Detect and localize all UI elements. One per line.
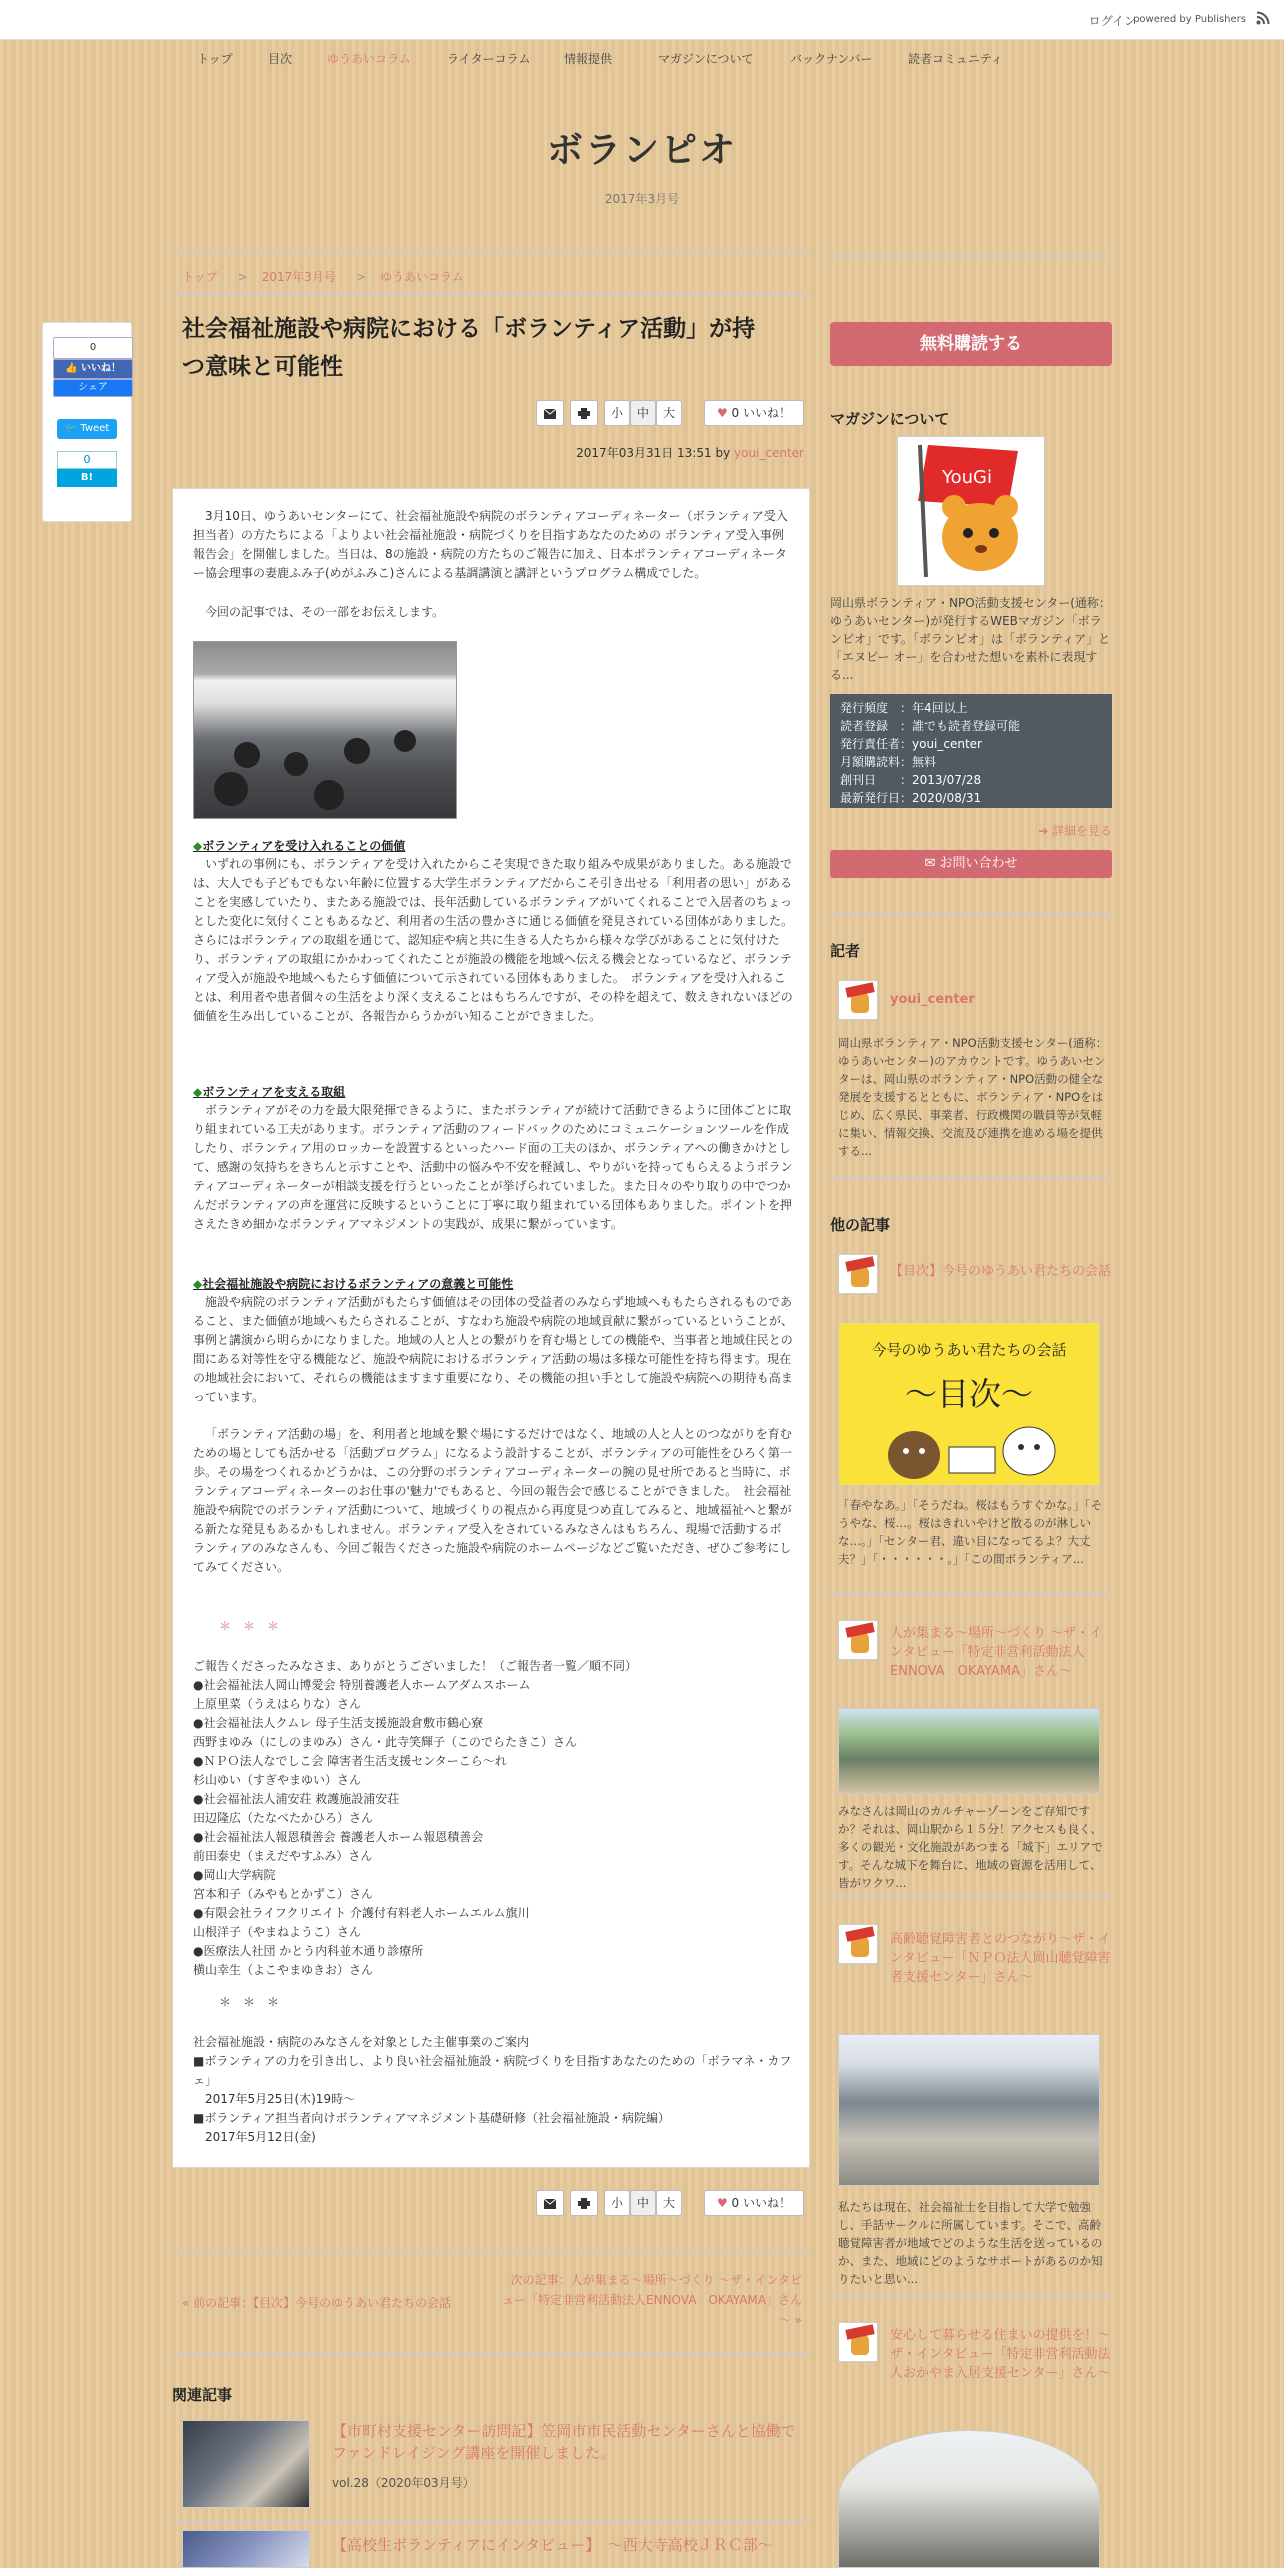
login-link[interactable]: ログイン <box>1088 14 1136 28</box>
arrow-right-icon: ➔ <box>1038 824 1049 838</box>
magazine-heading: マガジンについて <box>830 410 950 428</box>
font-medium-button[interactable]: 中 <box>630 400 656 426</box>
reporter-list: ●社会福祉法人岡山博愛会 特別養護老人ホームアダムスホーム 上原里菜（うえはらりな）さん ●社会福祉法人クムレ 母子生活支援施設倉敷市鶴心寮 西野まゆみ（にしのまゆみ）さん・此寺笑輝子（このでらたきこ）さん ●ＮＰＯ法人なでしこ会 障害者生活支援センターこら～れ 杉山ゆい（すぎやまゆい）さん ●社会福祉法人浦安荘 救護施設浦安荘 田辺隆広（たなべたかひろ）さん ●社会福祉法人報恩積善会 養護老人ホーム報恩積善会 前田泰史（まえだやすふみ）さん ●岡山大学病院 宮本和子（みやもとかずこ）さん ●有限会社ライフクリエイト 介護付有料老人ホームエルム旗川 山根洋子（やまねようこ）さん ●医療法人社団 かとう内科並木通り診療所 横山幸生（よこやまゆきお）さん <box>193 1678 578 1977</box>
thumbs-up-icon: 👍 <box>65 363 78 374</box>
like-button[interactable]: ♥ 0 いいね！ <box>704 400 804 426</box>
article-date: 2017年03月31日 13:51 by youi_center <box>576 446 804 460</box>
event-image[interactable] <box>838 1708 1100 1794</box>
print-icon <box>578 2198 590 2209</box>
section-body: ボランティアがその力を最大限発揮できるように、またボランティアが続けて活動できるように団体ごとに取り組まれている工夫があります。ボランティア活動のフィードバックのためにコミュニケーションツールを作成したり、ボランティア用のロッカーを設置するといったハード面の工夫のほか、ボランティアへの働きかけとして、感謝の気持ちをきちんと示すことや、活動中の悩みや不安を軽減し、やりがいを持ってもらえるようボランティアコーディネーターが相談支援を行うといったことが挙げられていました。また日々のやり取りの中でつかんだボランティアの声を運営に反映するということに丁寧に取り組まれている団体もありました。ポイントを押さえたきめ細かなボランティアマネジメントの実践が、成果に繋がっています。 <box>193 1103 793 1231</box>
author-link[interactable]: youi_center <box>734 446 804 460</box>
article-avatar[interactable] <box>838 1924 878 1964</box>
mokuji-title: ～目次～ <box>904 1375 1033 1413</box>
writer-name[interactable]: youi_center <box>890 992 975 1007</box>
envelope-icon <box>544 409 556 419</box>
other-article-link[interactable]: 安心して暮らせる住まいの提供を！～ザ・インタビュー「特定非営利活動法人おかやま入居支援センター」さん～ <box>890 2328 1111 2381</box>
subscribe-button[interactable]: 無料購読する <box>830 322 1112 366</box>
divider <box>172 2352 810 2356</box>
print-icon <box>578 408 590 419</box>
thanks-text: ご報告くださったみなさま、ありがとうございました！（ご報告者一覧／順不同） <box>193 1659 638 1673</box>
related-thumbnail[interactable] <box>182 2530 310 2568</box>
mail-button[interactable] <box>536 2190 564 2216</box>
magazine-description: 岡山県ボランティア・NPO活動支援センター(通称：ゆうあいセンター)が発行するWEBマガジン「ボランピオ」です。「ボランピオ」は「ボランティア」と「エヌピー オー」を合わせた想いを素朴に表現する... <box>830 596 1111 682</box>
writer-description: 岡山県ボランティア・NPO活動支援センター(通称：ゆうあいセンター)のアカウントです。ゆうあいセンターは、岡山県のボランティア・NPO活動の健全な発展を支援するとともに、ボランティア・NPOをはじめ、広く県民、事業者、行政機関の職員等が気軽に集い、情報交換、交流及び連携を進める場を提供する... <box>838 1036 1108 1158</box>
envelope-icon: ✉ <box>924 856 936 871</box>
divider <box>830 254 1112 258</box>
mascot-image <box>898 437 1044 585</box>
intro-paragraph: 3月10日、ゆうあいセンターにて、社会福祉施設や病院のボランティアコーディネーター（ボランティア受入担当者）の方たちによる「よりよい社会福祉施設・病院づくりを目指すあなたのための ボランティア受入事例報告会」を開催しました。当日は、8の施設・病院の方たちのご報告に加え、日本ボランティアコーディネーター協会理事の妻鹿ふみ子(めがふみこ)さんによる基調講演と講評というプログラム構成でした。 <box>193 509 788 580</box>
related-title[interactable]: 【市町村支援センター訪問記】笠岡市市民活動センターさんと協働でファンドレイジング講座を開催しました。 <box>332 2422 796 2462</box>
contact-button[interactable]: ✉ お問い合わせ <box>830 850 1112 878</box>
divider <box>172 250 810 254</box>
nav-info[interactable]: 情報提供 <box>564 52 613 66</box>
article-avatar[interactable] <box>838 1620 878 1660</box>
magazine-info: 発行頻度 ：年4回以上 読者登録 ：誰でも読者登録可能 発行責任者：youi_center 月額購読料：無料 創刊日 ：2013/07/28 最新発行日：2020/08/31 <box>830 694 1112 808</box>
article-tools-bottom <box>536 2190 804 2216</box>
fb-like-count: 0 <box>53 337 133 359</box>
related-heading: 関連記事 <box>172 2386 233 2404</box>
chevron-right-icon: > <box>355 270 366 284</box>
print-button[interactable] <box>570 2190 598 2216</box>
section-body: いずれの事例にも、ボランティアを受け入れたからこそ実現できた取り組みや成果がありました。ある施設では、大人でも子どもでもない年齢に位置する大学生ボランティアだからこそ引き出せる「利用者の思い」があることを実感していたり、またある施設では、長年活動しているボランティアがいてくれることで入居者のちょっとした変化に気付くこともあるなど、利用者の生活の豊かさに通じる価値を発見されている団体がありました。さらにはボランティアの取組を通じて、認知症や病と共に生きる人たちから様々な学びがあることに気付けたり、ボランティアの取組にかかわってくれたことが施設の機能を地域へ伝える機会となっているなど、ボランティア受入が施設や地域へもたらす価値について示されている団体もありました。 ボランティアを受け入れることは、利用者や患者個々の生活をより深く支えることはもちろんですが、その枠を超えて、数えきれないほどの価値を生み出していることが、各報告からうかがい知ることができました。 <box>193 857 794 1023</box>
house-image[interactable] <box>838 2034 1100 2186</box>
top-bar <box>0 0 1284 40</box>
details-link[interactable]: ➔ 詳細を見る <box>1038 824 1112 838</box>
building-image[interactable] <box>838 2430 1100 2568</box>
section-heading: ◆ボランティアを受け入れることの価値 <box>193 839 406 853</box>
nav-community[interactable]: 読者コミュニティ <box>908 52 1003 66</box>
nav-youai-column[interactable]: ゆうあいコラム <box>327 52 411 66</box>
envelope-icon <box>544 2199 556 2209</box>
next-article-link[interactable]: 次の記事：人が集まる～場所～づくり ～ザ・インタビュー「特定非営利活動法人ENNOVA OKAYAMA」さん～ » <box>502 2273 802 2327</box>
magazine-logo[interactable] <box>897 436 1045 586</box>
other-article-link[interactable]: 【目次】今号のゆうあい君たちの会話 <box>890 1264 1112 1279</box>
social-share-box <box>42 322 132 522</box>
other-articles-heading: 他の記事 <box>830 1216 891 1234</box>
heart-icon: ♥ <box>716 406 728 420</box>
divider <box>830 1176 1112 1180</box>
print-button[interactable] <box>570 400 598 426</box>
article-avatar[interactable] <box>838 2322 878 2362</box>
nav-contents[interactable]: 目次 <box>268 52 293 66</box>
article-tools <box>536 400 804 426</box>
breadcrumb-top[interactable]: トップ <box>182 270 218 284</box>
tweet-button[interactable]: 🐦 Tweet <box>57 419 117 439</box>
article-title: 社会福祉施設や病院における「ボランティア活動」が持 つ意味と可能性 <box>182 316 756 380</box>
other-article-desc: みなさんは岡山のカルチャーゾーンをご存知ですか？それは、岡山駅から１５分！アクセスも良く、多くの観光・文化施設があつまる「城下」エリアです。そんな城下を舞台に、地域の資源を活用して、皆がワクワ... <box>838 1804 1103 1890</box>
divider <box>830 1894 1112 1898</box>
other-article-desc: 「春やなあ。」「そうだね。桜はもうすぐかな。」「そうやな、桜…。桜はきれいやけど散るのが淋しいな…。」「センター君、違い目になってるよ？大丈夫？」「・・・・・・。」「この間ボランティア... <box>838 1498 1103 1566</box>
closing-paragraph: 「ボランティア活動の場」を、利用者と地域を繋ぐ場にするだけではなく、地域の人と人とのつながりを育むための場としても活かせる「活動プログラム」になるよう設計することが、ボランティアの可能性をひろく第一歩。その場をつくれるかどうかは、この分野のボランティアコーディネーターの腕の見せ所であると当時に、ボランティアコーディネーターのお仕事の'魅力'でもあると、今回の報告会で感じることができました。 社会福祉施設や病院でのボランティア活動について、地域づくりの視点から再度見つめ直してみると、地域福祉へと繋がる新たな発見もあるかもしれません。ボランティア受入をされているみなさんはもちろん、現場で活動するボランティアのみなさんも、今回ご報告くださった施設や病院のホームページなどご覧いただき、ぜひご参考にしてみてください。 <box>193 1427 792 1574</box>
divider <box>830 1592 1112 1596</box>
svg-text:YouGi: YouGi <box>942 467 992 488</box>
powered-by-text[interactable]: powered by Publishers <box>1133 14 1246 25</box>
related-title[interactable]: 【高校生ボランティアにインタビュー】 ～西大寺高校ＪＲＣ部～ <box>332 2536 773 2554</box>
separator-stars: ＊ ＊ ＊ <box>219 1995 280 2009</box>
section-heading: ◆社会福祉施設や病院におけるボランティアの意義と可能性 <box>193 1277 514 1291</box>
intro-paragraph: 今回の記事では、その一部をお伝えします。 <box>205 605 445 619</box>
divider <box>172 292 810 296</box>
divider <box>172 2520 810 2524</box>
writer-avatar[interactable] <box>838 980 878 1020</box>
heart-icon: ♥ <box>716 2196 728 2210</box>
breadcrumb-issue[interactable]: 2017年3月号 <box>261 270 336 284</box>
hatena-count: 0 <box>57 451 117 469</box>
font-medium-button[interactable]: 中 <box>630 2190 656 2216</box>
other-article-link[interactable]: 人が集まる～場所～づくり ～ザ・インタビュー「特定非営利活動法人ENNOVA OKAYAMA」さん～ <box>890 1626 1103 1679</box>
section-heading: ◆ボランティアを支える取組 <box>193 1085 346 1099</box>
nav-top[interactable]: トップ <box>197 52 233 66</box>
writer-heading: 記者 <box>830 942 861 960</box>
other-article-link[interactable]: 高齢聴覚障害者とのつながり～ザ・インタビュー「ＮＰＯ法人岡山聴覚障害者支援センター」さん～ <box>890 1932 1112 1985</box>
issue-label[interactable]: 2017年3月号 <box>604 192 680 206</box>
nav-about-magazine[interactable]: マガジンについて <box>658 52 754 66</box>
chevron-right-icon: > <box>237 270 248 284</box>
event-photo <box>193 641 457 819</box>
nav-backnumber[interactable]: バックナンバー <box>790 52 873 66</box>
other-article-desc: 私たちは現在、社会福祉士を目指して大学で勉強し、手話サークルに所属しています。そこで、高齢聴覚障害者が地域でどのような生活を送っているのか、また、地域にどのようなサポートがあるのか知りたいと思い... <box>838 2200 1103 2286</box>
article-avatar[interactable] <box>838 1254 878 1294</box>
rss-icon[interactable] <box>1256 11 1270 25</box>
divider <box>172 2250 810 2254</box>
events-list: 社会福祉施設・病院のみなさんを対象とした主催事業のご案内 ■ボランティアの力を引き出し、より良い社会福祉施設・病院づくりを目指すあなたのための「ボラマネ・カフェ」 2017年5月25日(木)19時～ ■ボランティア担当者向けボランティアマネジメント基礎研修（社会福祉施設・病院編） 2017年5月12日(金) <box>193 2035 792 2144</box>
mail-button[interactable] <box>536 400 564 426</box>
font-large-button[interactable]: 大 <box>656 2190 682 2216</box>
site-title[interactable]: ボランピオ <box>546 130 737 171</box>
separator-stars: ＊ ＊ ＊ <box>219 1619 280 1633</box>
section-body: 施設や病院のボランティア活動がもたらす価値はその団体の受益者のみならず地域へももたらされるものであること、また価値が地域へもたらされることが、すなわち施設や病院の地域貢献に繋がっているということが、事例と講演から明らかになりました。地域の人と人との繋がりを育む場としての機能や、当事者と地域住民との間にある対等性を守る機能など、施設や病院におけるボランティア活動の場は多様な可能性を持ち得ます。現在の地域社会において、それらの機能はますます重要になり、その機能の担い手として施設や病院への期待も高まっています。 <box>193 1295 794 1404</box>
font-small-button[interactable]: 小 <box>604 2190 630 2216</box>
mokuji-image[interactable] <box>838 1322 1100 1486</box>
hatena-bookmark-button[interactable]: B! Bookmark <box>57 469 117 487</box>
breadcrumb <box>182 268 470 285</box>
mascot-image <box>869 1413 1069 1483</box>
font-large-button[interactable]: 大 <box>656 400 682 426</box>
divider <box>830 912 1112 916</box>
twitter-icon: 🐦 <box>64 423 78 434</box>
related-issue: vol.28（2020年03月号） <box>332 2476 475 2490</box>
divider <box>830 2294 1112 2298</box>
article-body <box>172 488 810 2168</box>
related-thumbnail[interactable] <box>182 2420 310 2508</box>
prev-article-link[interactable]: « 前の記事：【目次】今号のゆうあい君たちの会話 <box>182 2296 452 2310</box>
font-small-button[interactable]: 小 <box>604 400 630 426</box>
mokuji-caption: 今号のゆうあい君たちの会話 <box>871 1341 1067 1359</box>
fb-like-button[interactable]: 👍 いいね！ <box>53 359 133 379</box>
breadcrumb-category[interactable]: ゆうあいコラム <box>379 270 464 284</box>
nav-writer-column[interactable]: ライターコラム <box>447 52 531 66</box>
fb-share-button[interactable]: シェア <box>53 379 133 397</box>
like-button[interactable]: ♥ 0 いいね！ <box>704 2190 804 2216</box>
